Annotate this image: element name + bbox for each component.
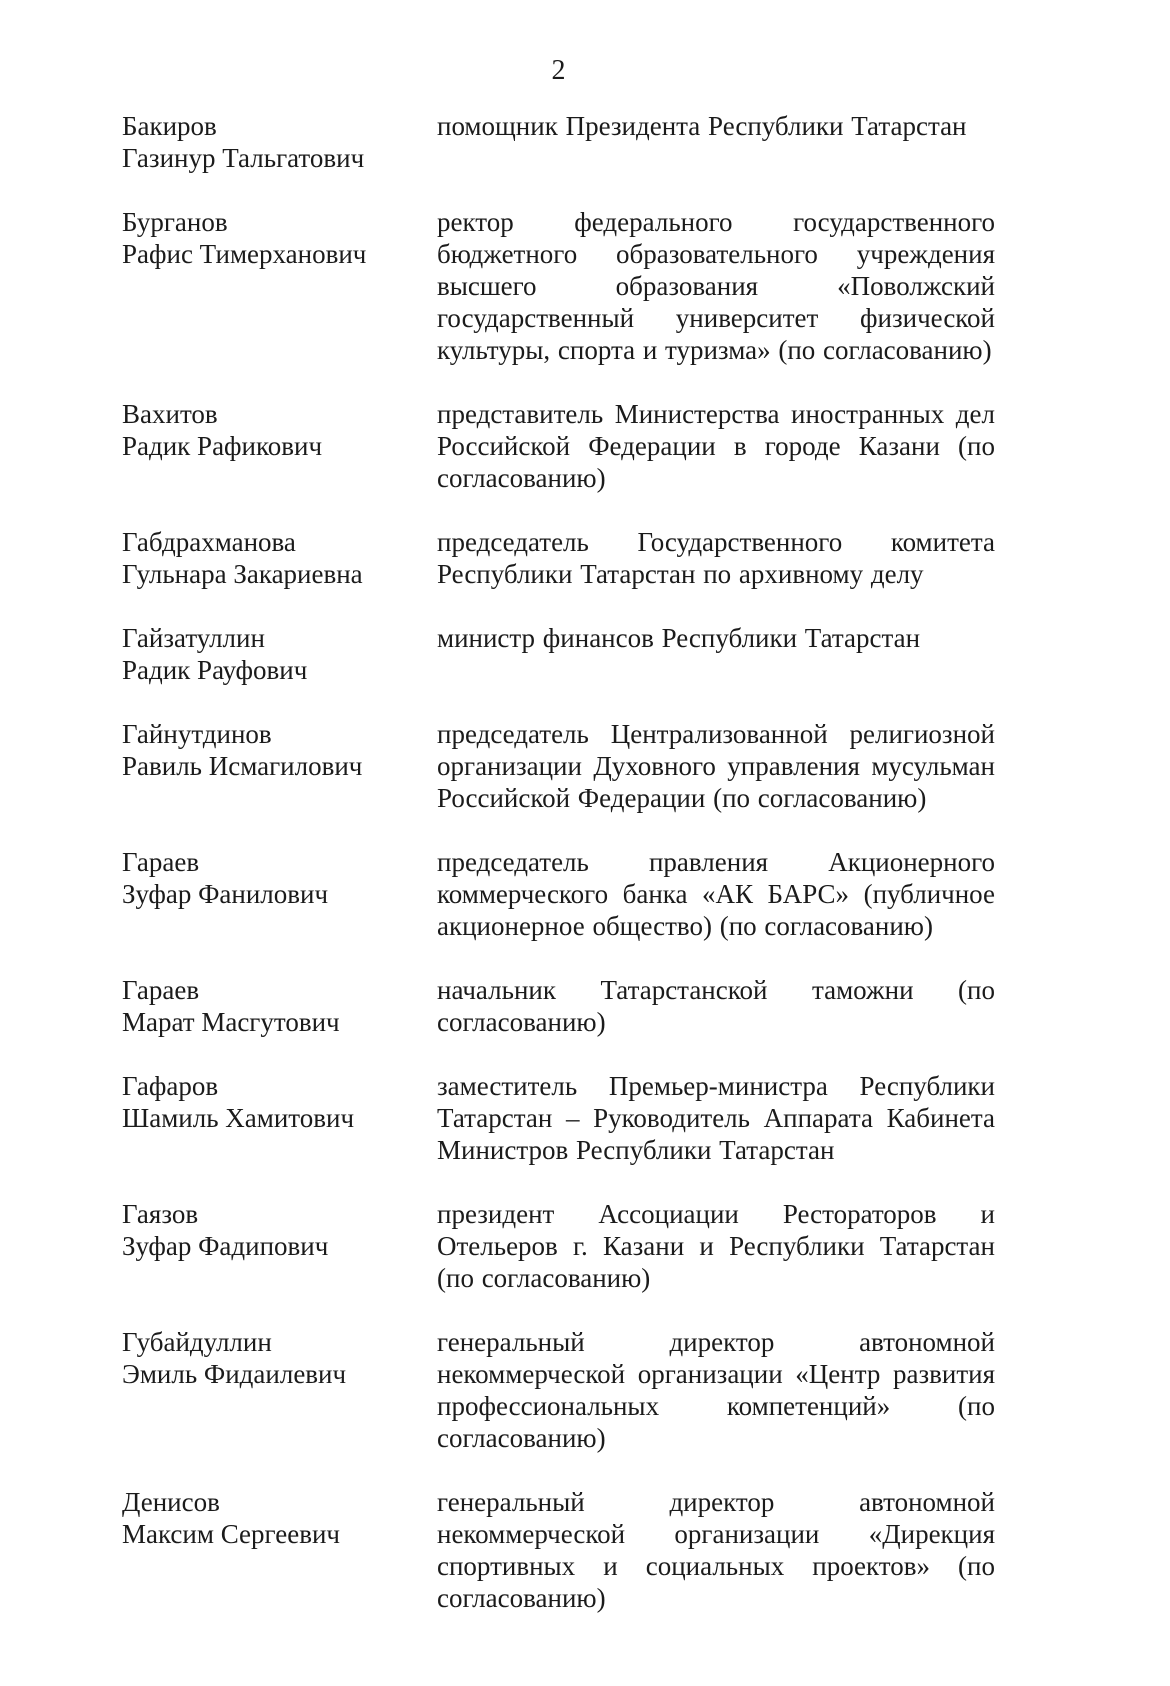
list-item [122, 110, 995, 174]
person-surname: Гафаров [122, 1071, 219, 1101]
person-position: заместитель Премьер-министра Республики Татарстан – Руководитель Аппарата Кабинета Министров Республики Татарстан [437, 1071, 995, 1165]
list-item [122, 1326, 995, 1454]
person-name [122, 1486, 437, 1550]
person-given-names: Зуфар Фанилович [122, 879, 329, 909]
list-item [122, 622, 995, 686]
person-name [122, 846, 437, 910]
person-given-names: Эмиль Фидаилевич [122, 1359, 347, 1389]
person-surname: Вахитов [122, 399, 218, 429]
person-position: генеральный директор автономной некоммерческой организации «Центр развития профессиональных компетенций» (по согласованию) [437, 1327, 995, 1453]
person-given-names: Радик Рауфович [122, 655, 308, 685]
person-position: президент Ассоциации Рестораторов и Отельеров г. Казани и Республики Татарстан (по согласованию) [437, 1199, 995, 1293]
person-given-names: Радик Рафикович [122, 431, 323, 461]
person-given-names: Гульнара Закариевна [122, 559, 363, 589]
list-item [122, 526, 995, 590]
person-given-names: Равиль Исмагилович [122, 751, 363, 781]
person-given-names: Газинур Тальгатович [122, 143, 365, 173]
person-given-names: Максим Сергеевич [122, 1519, 340, 1549]
person-position: председатель Государственного комитета Республики Татарстан по архивному делу [437, 527, 995, 589]
list-item [122, 206, 995, 366]
person-position: председатель правления Акционерного коммерческого банка «АК БАРС» (публичное акционерное общество) (по согласованию) [437, 847, 995, 941]
person-name [122, 526, 437, 590]
list-item [122, 1486, 995, 1614]
person-given-names: Шамиль Хамитович [122, 1103, 355, 1133]
person-surname: Гараев [122, 975, 200, 1005]
person-position: ректор федерального государственного бюджетного образовательного учреждения высшего образования «Поволжский государственный университет физической культуры, спорта и туризма» (по согласованию) [437, 207, 995, 365]
person-surname: Гаязов [122, 1199, 199, 1229]
page-number: 2 [551, 55, 566, 86]
person-position: генеральный директор автономной некоммерческой организации «Дирекция спортивных и социальных проектов» (по согласованию) [437, 1487, 995, 1613]
person-position: министр финансов Республики Татарстан [437, 623, 921, 653]
list-item [122, 974, 995, 1038]
person-position: представитель Министерства иностранных дел Российской Федерации в городе Казани (по согласованию) [437, 399, 995, 493]
person-position: начальник Татарстанской таможни (по согласованию) [437, 975, 995, 1037]
person-surname: Денисов [122, 1487, 220, 1517]
person-name [122, 622, 437, 686]
list-item [122, 398, 995, 494]
person-name [122, 206, 437, 270]
member-list [122, 110, 995, 1614]
person-surname: Гайзатуллин [122, 623, 265, 653]
person-name [122, 718, 437, 782]
person-given-names: Рафис Тимерханович [122, 239, 367, 269]
person-name [122, 1198, 437, 1262]
person-given-names: Зуфар Фадипович [122, 1231, 329, 1261]
person-surname: Бакиров [122, 111, 217, 141]
person-surname: Гараев [122, 847, 200, 877]
person-name [122, 110, 437, 174]
list-item [122, 1198, 995, 1294]
person-surname: Губайдуллин [122, 1327, 272, 1357]
person-position: помощник Президента Республики Татарстан [437, 111, 967, 141]
list-item [122, 1070, 995, 1166]
person-surname: Габдрахманова [122, 527, 296, 557]
list-item [122, 718, 995, 814]
person-surname: Гайнутдинов [122, 719, 272, 749]
list-item [122, 846, 995, 942]
person-name [122, 1326, 437, 1390]
person-name [122, 1070, 437, 1134]
person-surname: Бурганов [122, 207, 228, 237]
person-given-names: Марат Масгутович [122, 1007, 340, 1037]
person-position: председатель Централизованной религиозной организации Духовного управления мусульман Российской Федерации (по согласованию) [437, 719, 995, 813]
person-name [122, 398, 437, 462]
person-name [122, 974, 437, 1038]
